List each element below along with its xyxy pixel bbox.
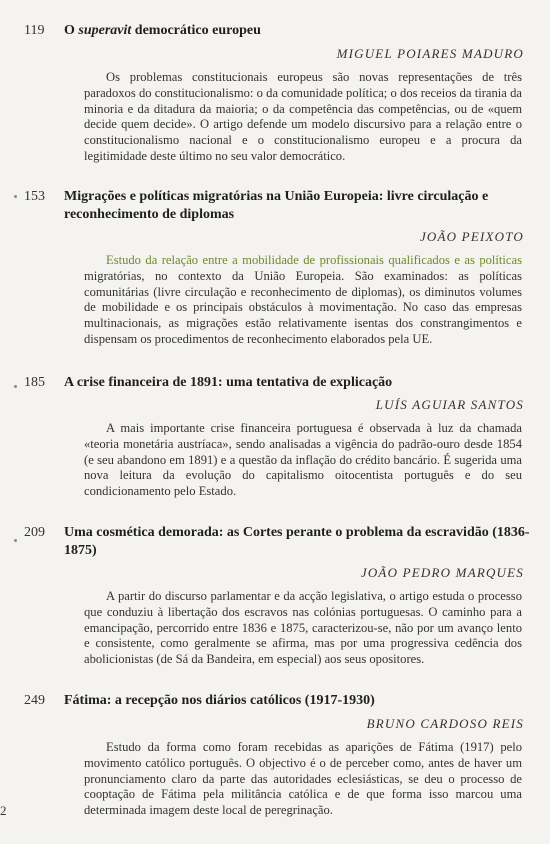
margin-mark [14, 195, 17, 198]
title-rest: democrático europeu [131, 23, 261, 38]
entry-title: Migrações e políticas migratórias na União Europeia: livre circulação e reconhecimento de diplomas [64, 189, 489, 222]
entry-page-number: 185 [24, 375, 45, 390]
entry-title: A crise financeira de 1891: uma tentativa de explicação [64, 375, 393, 390]
entry-author: JOÃO PEDRO MARQUES [360, 565, 524, 580]
entry-abstract: A mais importante crise financeira portuguesa é observada à luz da chamada «teoria monetária austríaca», sendo analisadas a vigência do padrão-ouro desde 1854 (e seu abandono em 1891) e a questão da inflação do crédito bancário. É sugerida uma nova leitura da evolução do capitalismo oitocentista português e do seu condicionamento pelo Estado. [84, 421, 522, 499]
abstract-rest: migratórias, no contexto da União Europeia. São examinados: as políticas comunitárias (livre circulação e reconhecimento de diplomas), os diminutos volumes de mobilidade e os principais obstáculos à movimentação. No caso das empresas multinacionais, as migrações estão relativamente isentas dos constrangimentos e dispensam os procedimentos de reconhecimento elaborados pela UE. [84, 268, 522, 346]
entry-abstract: Estudo da forma como foram recebidas as aparições de Fátima (1917) pelo movimento católico português. O objectivo é o de perceber como, antes de haver um pronunciamento claro da parte das autoridades eclesiásticas, se deu o processo de cooptação de Fátima pela militância católica e de que forma isso marcou uma determinada imagem deste local de peregrinação. [84, 740, 522, 818]
entry-author: LUÍS AGUIAR SANTOS [375, 397, 524, 412]
abstract-highlight: Estudo da relação entre a mobilidade de profissionais qualificados e as políticas [106, 253, 522, 267]
entry-page-number: 119 [24, 23, 45, 38]
title-italic: superavit [78, 23, 132, 38]
entry-abstract: Os problemas constitucionais europeus são novas representações de três paradoxos do constitucionalismo: o da comunidade política; o dos receios da tirania da minoria e da ditadura da maioria; o da competência das competências, ou de «quem decide quem decide». O artigo defende um modelo discursivo para a relação entre o constitucionalismo nacional e o constitucionalismo europeu e a procura da legitimidade deste último no seu valor democrático. [84, 70, 522, 163]
title-prefix: O [64, 23, 79, 38]
entry-page-number: 209 [24, 525, 45, 540]
entry-author: JOÃO PEIXOTO [419, 229, 524, 244]
entry-page-number: 249 [24, 693, 45, 708]
entry-page-number: 153 [24, 189, 45, 204]
entry-author: MIGUEL POIARES MADURO [336, 46, 524, 61]
entry-abstract: A partir do discurso parlamentar e da acção legislativa, o artigo estuda o processo que conduziu à libertação dos escravos nas colónias portuguesas. O caminho para a emancipação, percorrido entre 1836 e 1875, caracterizou-se, não por um avanço lento e consistente, como geralmente se afirma, mas por uma progressiva cedência dos abolicionistas (de Sá da Bandeira, em especial) aos seus opositores. [84, 589, 522, 667]
entry-title: Fátima: a recepção nos diários católicos (1917-1930) [64, 693, 375, 708]
entry-abstract [84, 253, 522, 348]
footer-page-number: 2 [0, 803, 7, 818]
entry-title [64, 22, 532, 40]
entry-author: BRUNO CARDOSO REIS [366, 716, 524, 731]
entry-title: Uma cosmética demorada: as Cortes perante o problema da escravidão (1836-1875) [64, 525, 530, 558]
margin-mark [14, 385, 17, 388]
margin-mark [14, 539, 17, 542]
